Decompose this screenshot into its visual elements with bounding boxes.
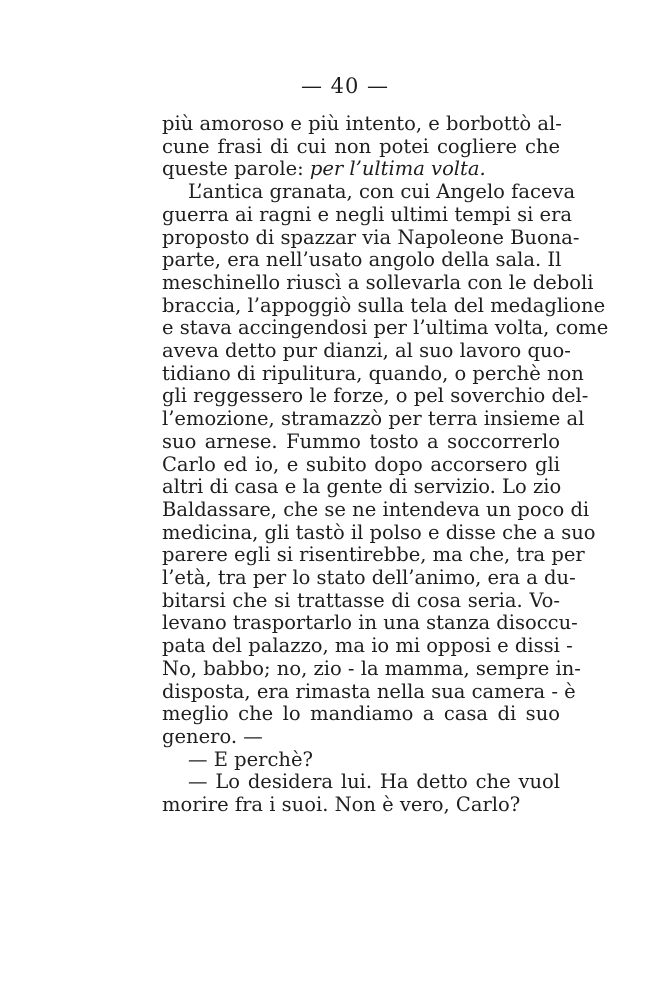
body-text bbox=[162, 112, 609, 817]
page-number: — 40 — bbox=[300, 74, 390, 98]
text-span: tidiano di ripulitura, quando, o perchè non bbox=[162, 361, 584, 385]
text-span: — Lo desidera lui. Ha detto che vuol bbox=[188, 770, 560, 794]
text-line bbox=[162, 656, 581, 681]
text-span: — E perchè? bbox=[188, 747, 313, 771]
text-line bbox=[162, 726, 560, 749]
text-line bbox=[162, 339, 571, 363]
text-line bbox=[162, 703, 560, 726]
text-span: guerra ai ragni e negli ultimi tempi si era bbox=[162, 202, 573, 226]
text-line bbox=[162, 543, 585, 567]
text-line bbox=[162, 497, 590, 522]
text-line bbox=[162, 361, 584, 386]
text-line bbox=[162, 407, 585, 431]
text-line bbox=[162, 180, 576, 204]
text-span: L’antica granata, con cui Angelo faceva bbox=[188, 180, 576, 204]
text-line bbox=[162, 590, 560, 613]
text-span: braccia, l’appoggiò sulla tela del medaglione bbox=[162, 293, 606, 317]
text-line bbox=[162, 749, 560, 772]
text-line bbox=[162, 293, 606, 318]
text-span: bitarsi che si trattasse di cosa seria. Vo- bbox=[162, 588, 560, 612]
text-span: l’età, tra per lo stato dell’animo, era a du- bbox=[162, 566, 576, 590]
text-span: morire fra i suoi. Non è vero, Carlo? bbox=[162, 793, 521, 817]
text-span: altri di casa e la gente di servizio. Lo zio bbox=[162, 475, 562, 499]
text-line bbox=[162, 454, 560, 477]
text-span: parte, era nell’usato angolo della sala. Il bbox=[162, 248, 562, 272]
text-span: meglio che lo mandiamo a casa di suo bbox=[162, 702, 560, 726]
text-line bbox=[162, 270, 594, 295]
text-line bbox=[162, 679, 576, 704]
text-line bbox=[162, 611, 578, 635]
text-span: meschinello riuscì a sollevarla con le deboli bbox=[162, 270, 594, 294]
text-span: levano trasportarlo in una stanza disoccu- bbox=[162, 611, 578, 635]
text-line bbox=[162, 202, 573, 227]
text-line bbox=[162, 431, 560, 454]
text-span: genero. — bbox=[162, 724, 263, 748]
text-italic-span: per l’ultima volta. bbox=[309, 157, 486, 181]
text-line bbox=[162, 316, 609, 340]
text-span: medicina, gli tastò il polso e disse che a suo bbox=[162, 520, 596, 544]
text-span: suo arnese. Fummo tosto a soccorrerlo bbox=[162, 429, 560, 453]
text-span: Baldassare, che se ne intendeva un poco di bbox=[162, 497, 590, 521]
text-span: più amoroso e più intento, e borbottò al- bbox=[162, 112, 562, 135]
text-line bbox=[162, 136, 560, 159]
text-line bbox=[162, 771, 560, 794]
text-line bbox=[162, 634, 573, 658]
text-line bbox=[162, 520, 596, 545]
text-span: proposto di spazzar via Napoleone Buona- bbox=[162, 225, 580, 249]
text-line bbox=[162, 476, 560, 499]
text-span: aveva detto pur dianzi, al suo lavoro quo- bbox=[162, 339, 571, 363]
text-span: pata del palazzo, ma io mi opposi e dissi - bbox=[162, 634, 573, 658]
text-span: gli reggessero le forze, o pel soverchio del- bbox=[162, 384, 589, 408]
text-span: e stava accingendosi per l’ultima volta, come bbox=[162, 316, 609, 340]
text-line bbox=[162, 566, 576, 590]
text-span: cune frasi di cui non potei cogliere che bbox=[162, 134, 560, 158]
text-span: l’emozione, stramazzò per terra insieme al bbox=[162, 407, 585, 431]
text-line bbox=[162, 384, 589, 408]
text-span: No, babbo; no, zio - la mamma, sempre in- bbox=[162, 656, 581, 680]
text-span: disposta, era rimasta nella sua camera - è bbox=[162, 679, 576, 703]
text-span: parere egli si risentirebbe, ma che, tra per bbox=[162, 543, 585, 567]
text-line bbox=[162, 249, 560, 272]
text-line bbox=[162, 113, 560, 136]
text-span: queste parole: bbox=[162, 157, 310, 181]
text-line bbox=[162, 158, 560, 181]
text-span: Carlo ed io, e subito dopo accorsero gli bbox=[162, 452, 560, 476]
text-line bbox=[162, 794, 560, 817]
text-line bbox=[162, 225, 580, 250]
